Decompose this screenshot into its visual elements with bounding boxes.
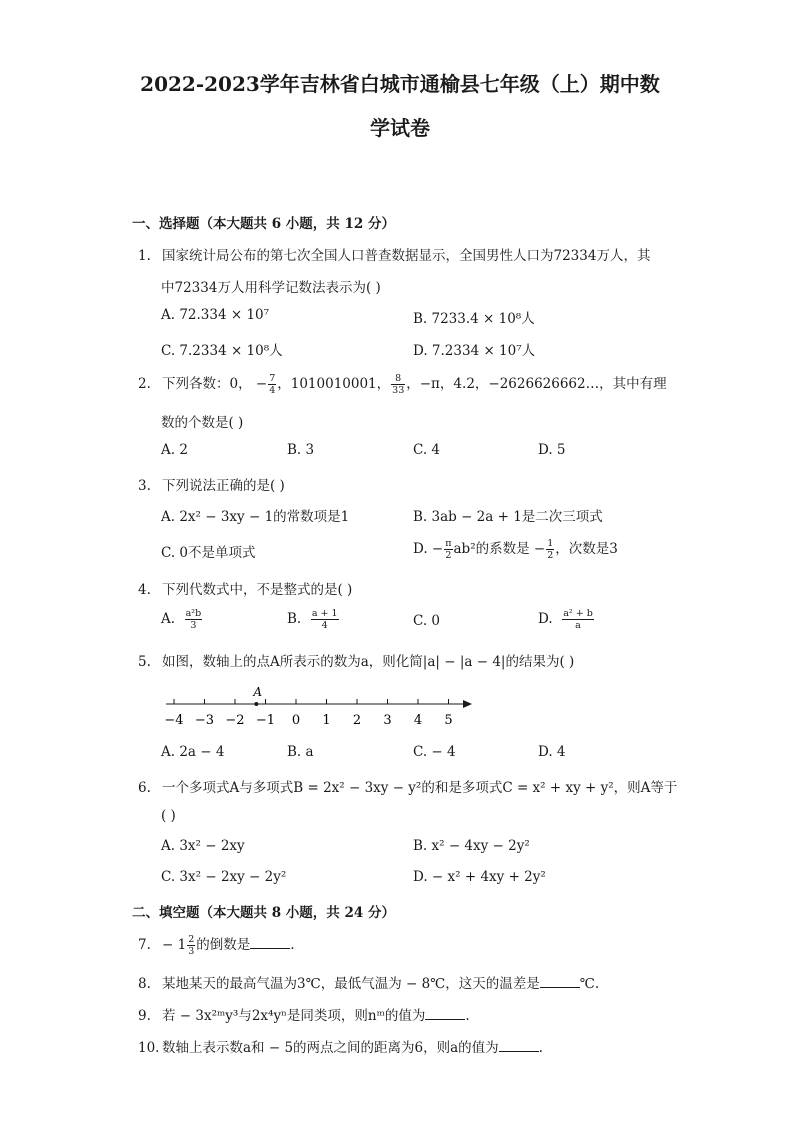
fraction: [268, 373, 276, 396]
question-text: ，−π，4.2，−2626626662…，其中有理: [406, 376, 667, 392]
question-text: 数轴上表示数a和 − 5的两点之间的距离为6，则a的值为: [162, 1040, 499, 1056]
question-6: [138, 776, 677, 796]
question-3: [138, 474, 285, 494]
q4-option-c: C. 0: [413, 613, 441, 629]
answer-blank[interactable]: [250, 948, 290, 949]
question-8: [138, 972, 599, 992]
numerator: 8: [391, 373, 405, 385]
q6-option-d: D. − x² + 4xy + 2y²: [413, 869, 546, 885]
question-text: 下列代数式中，不是整式的是( ): [162, 582, 353, 598]
question-7: [138, 933, 295, 957]
answer-blank[interactable]: [425, 1019, 465, 1020]
tick-label: −4: [164, 713, 184, 728]
question-text: − 1: [162, 937, 187, 953]
question-4: [138, 578, 352, 598]
q4-option-d: [538, 608, 595, 631]
fraction: [311, 608, 339, 631]
question-text: 国家统计局公布的第七次全国人口普查数据显示，全国男性人口为72334万人，其: [162, 248, 651, 264]
q5-option-b: B. a: [287, 744, 314, 760]
q1-option-a: A. 72.334 × 10⁷: [161, 307, 270, 323]
fraction: [444, 538, 452, 561]
tick-label: −2: [225, 713, 245, 728]
question-text: ，1010010001，: [277, 376, 391, 392]
number-line-figure: [160, 684, 480, 730]
question-2-line2: 数的个数是( ): [161, 415, 244, 431]
tick-group: [174, 699, 449, 704]
tick-label: −1: [255, 713, 276, 728]
denominator: 33: [392, 385, 405, 396]
question-number: 10.: [138, 1040, 160, 1056]
q5-option-c: C. − 4: [413, 744, 456, 760]
fraction: [187, 934, 195, 957]
question-text: 下列说法正确的是( ): [162, 478, 285, 494]
denominator: 3: [190, 620, 197, 631]
question-text: .: [290, 937, 295, 953]
option-letter: B.: [287, 611, 302, 627]
q2-option-d: D. 5: [538, 442, 566, 458]
denominator: 2: [445, 550, 452, 561]
tick-label: 2: [352, 713, 362, 728]
question-text: 下列各数：0， −: [162, 376, 268, 392]
answer-blank[interactable]: [540, 987, 580, 988]
arrow-icon: [463, 700, 472, 708]
question-number: 3.: [138, 478, 151, 494]
question-number: 4.: [138, 582, 151, 598]
denominator: 3: [188, 946, 195, 957]
question-9: [138, 1004, 470, 1024]
denominator: 2: [547, 550, 554, 561]
question-text: 某地某天的最高气温为3℃，最低气温为 − 8℃，这天的温差是: [162, 976, 540, 992]
section-heading-fill: 二、填空题（本大题共 8 小题，共 24 分）: [132, 905, 395, 921]
tick-label: 3: [383, 713, 392, 728]
question-number: 6.: [138, 780, 151, 796]
question-text: 若 − 3x²ᵐy³与2x⁴yⁿ是同类项，则nᵐ的值为: [162, 1008, 426, 1024]
q2-option-c: C. 4: [413, 442, 441, 458]
q6-option-a: A. 3x² − 2xy: [161, 838, 245, 854]
denominator: 4: [269, 385, 276, 396]
q5-option-a: A. 2a − 4: [161, 744, 225, 760]
numerator: a²b: [185, 608, 202, 619]
tick-label: −3: [194, 713, 215, 728]
numerator: π: [445, 538, 452, 549]
q3-option-d: [413, 537, 618, 561]
question-6-line2: ( ): [161, 808, 176, 824]
answer-blank[interactable]: [499, 1051, 539, 1052]
option-letter: A.: [161, 611, 176, 627]
question-number: 1.: [138, 248, 151, 264]
question-number: 9.: [138, 1008, 151, 1024]
question-2: [138, 372, 667, 396]
numerator: a + 1: [311, 608, 338, 619]
q1-option-d: D. 7.2334 × 10⁷人: [413, 343, 536, 359]
q2-option-a: A. 2: [161, 442, 188, 458]
denominator: a: [575, 620, 581, 631]
numerator: a² + b: [563, 608, 593, 619]
q1-option-c: C. 7.2334 × 10⁸人: [161, 343, 283, 359]
question-text: 如图，数轴上的点A所表示的数为a，则化简|a| − |a − 4|的结果为( ): [162, 654, 575, 670]
fraction: [562, 608, 594, 631]
denominator: 4: [321, 620, 328, 631]
q3-option-b: B. 3ab − 2a + 1是二次三项式: [413, 509, 603, 525]
q1-option-b: B. 7233.4 × 10⁸人: [413, 311, 535, 327]
question-1-line2: 中72334万人用科学记数法表示为( ): [161, 280, 381, 296]
question-10: [138, 1036, 543, 1056]
option-letter: D.: [538, 611, 553, 627]
question-text: 的倒数是: [196, 937, 251, 953]
q3-option-a: A. 2x² − 3xy − 1的常数项是1: [161, 509, 350, 525]
fraction: [391, 373, 405, 396]
question-number: 7.: [138, 937, 151, 953]
option-text: ab²的系数是 −: [453, 541, 546, 557]
q6-option-c: C. 3x² − 2xy − 2y²: [161, 869, 287, 885]
q3-option-c: C. 0不是单项式: [161, 545, 256, 561]
point-a-dot: [254, 702, 258, 706]
option-text: ，次数是3: [555, 541, 618, 557]
exam-title-line2: 学试卷: [370, 116, 430, 140]
option-text: D. −: [413, 541, 444, 557]
q4-option-b: [287, 608, 340, 631]
point-a-label: A: [253, 685, 263, 699]
numerator: 7: [269, 373, 276, 384]
question-5: [138, 650, 574, 670]
section-heading-choice: 一、选择题（本大题共 6 小题，共 12 分）: [132, 216, 395, 232]
question-number: 2.: [138, 376, 151, 392]
question-number: 8.: [138, 976, 151, 992]
fraction: [185, 608, 203, 631]
question-text: .: [465, 1008, 470, 1024]
question-number: 5.: [138, 654, 151, 670]
tick-label: 5: [444, 713, 453, 728]
numerator: 2: [188, 934, 195, 945]
q2-option-b: B. 3: [287, 442, 315, 458]
q4-option-a: [161, 608, 203, 631]
q6-option-b: B. x² − 4xy − 2y²: [413, 838, 530, 854]
question-1: [138, 244, 650, 264]
question-text: ℃.: [579, 976, 600, 992]
fraction: [546, 538, 554, 561]
numerator: 1: [547, 538, 554, 549]
tick-label: 4: [413, 713, 423, 728]
tick-label-group: [164, 713, 452, 728]
question-text: .: [538, 1040, 543, 1056]
tick-label: 1: [322, 713, 331, 728]
exam-title-line1: 2022-2023学年吉林省白城市通榆县七年级（上）期中数: [140, 72, 660, 96]
q5-option-d: D. 4: [538, 744, 566, 760]
tick-label: 0: [291, 713, 301, 728]
question-text: 一个多项式A与多项式B = 2x² − 3xy − y²的和是多项式C = x² + xy + y²，则A等于: [162, 780, 678, 796]
